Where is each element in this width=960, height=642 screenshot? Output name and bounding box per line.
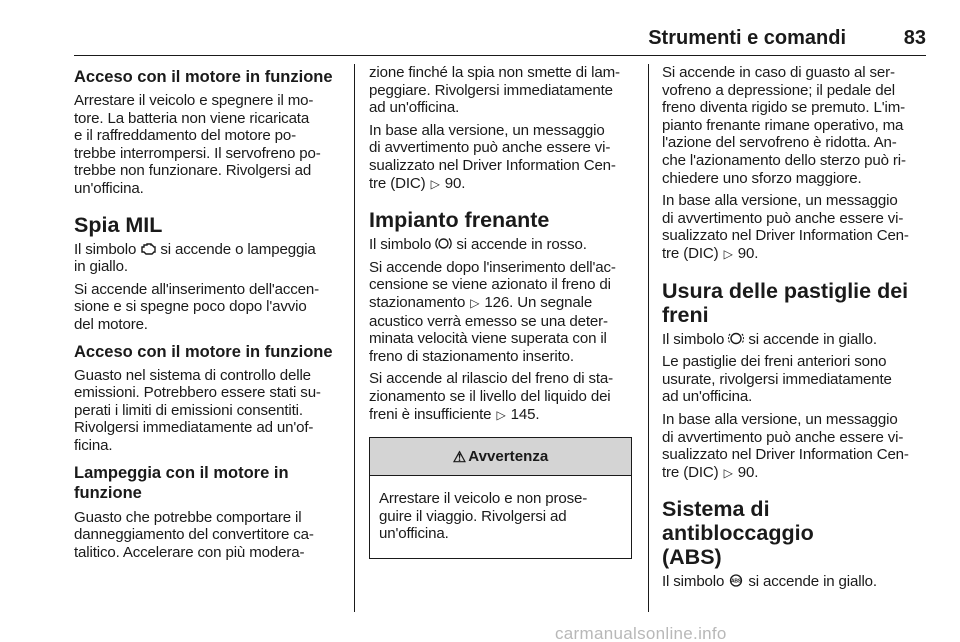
paragraph: Guasto che potrebbe comportare il danneggiamento del convertitore ca- talitico. Accelerare con più modera-	[74, 508, 314, 561]
paragraph: zione finché la spia non smette di lam- peggiare. Rivolgersi immediatamente ad un'officina.	[369, 64, 620, 117]
subheading: Acceso con il motore in funzione	[74, 342, 333, 361]
paragraph: Guasto nel sistema di controllo delle emissioni. Potrebbero essere stati su- perati i limiti di emissioni consentiti. Rivolgersi immediatamente ad un'of- ficina.	[74, 366, 321, 454]
paragraph: In base alla versione, un messaggio di avvertimento può anche essere vi- sualizzato nel Driver Information Cen- tre (DIC) ▷ 90.	[662, 410, 909, 481]
page-number: 83	[903, 27, 926, 49]
paragraph: Si accende dopo l'inserimento dell'ac- censione se viene azionato il freno di stazionamento ▷ 126. Un segnale acustico verrà emesso se una deter- minata velocità viene superata con il freno di stazionamento inserito.	[369, 258, 616, 365]
section-heading: Sistema di antibloccaggio (ABS)	[662, 497, 814, 570]
page-ref-icon: ▷	[723, 246, 733, 261]
abs-icon	[728, 573, 744, 588]
paragraph: Il simbolo ABS si accende in giallo.	[662, 573, 877, 591]
warning-header	[370, 438, 631, 476]
warning-title: Avvertenza	[468, 448, 549, 466]
paragraph: Il simbolo si accende o lampeggia in giallo.	[74, 240, 316, 276]
engine-mil-icon	[140, 241, 156, 256]
page-ref-icon: ▷	[496, 407, 506, 422]
page-ref-icon: ▷	[723, 465, 733, 480]
subheading: Lampeggia con il motore in funzione	[74, 463, 289, 502]
watermark: carmanualsonline.info	[555, 624, 727, 642]
paragraph: Le pastiglie dei freni anteriori sono usurate, rivolgersi immediatamente ad un'officina.	[662, 353, 892, 406]
page-header	[74, 26, 926, 56]
paragraph: In base alla versione, un messaggio di avvertimento può anche essere vi- sualizzato nel Driver Information Cen- tre (DIC) ▷ 90.	[662, 192, 909, 262]
column-2	[369, 64, 651, 559]
paragraph: Si accende all'inserimento dell'accen- sione e si spegne poco dopo l'avvio del motore.	[74, 280, 320, 333]
column-3	[662, 64, 927, 596]
section-heading: Spia MIL	[74, 212, 163, 237]
paragraph: Arrestare il veicolo e spegnere il mo- tore. La batteria non viene ricaricata e il raffreddamento del motore po- trebbe interrompersi. Il servofreno po- trebbe non funzionare. Rivolgersi ad un'officina.	[74, 92, 321, 197]
paragraph: Il simbolo si accende in rosso.	[369, 236, 587, 254]
svg-text:ABS: ABS	[731, 578, 742, 585]
section-heading: Impianto frenante	[369, 208, 550, 233]
paragraph: Si accende in caso di guasto al ser- vofreno a depressione; il pedale del freno diventa rigido se premuto. L'im- pianto frenante rimane operativo, ma l'azione del servofreno è ridotta. An- che l'azionamento dello sterzo può ri- chiedere uno sforzo maggiore.	[662, 64, 906, 187]
brake-pad-wear-icon	[728, 331, 744, 346]
subheading: Acceso con il motore in funzione	[74, 68, 333, 86]
header-title: Strumenti e comandi	[648, 27, 846, 49]
page-ref-icon: ▷	[470, 295, 480, 310]
paragraph: Si accende al rilascio del freno di sta- zionamento se il livello del liquido dei freni è insufficiente ▷ 145.	[369, 370, 614, 423]
warning-box	[369, 437, 632, 559]
page-ref-icon: ▷	[430, 176, 440, 191]
warning-body: Arrestare il veicolo e non prose- guire il viaggio. Rivolgersi ad un'officina.	[379, 490, 588, 543]
section-heading: Usura delle pastiglie dei freni	[662, 278, 909, 327]
paragraph: Il simbolo si accende in giallo.	[662, 330, 877, 348]
brake-warning-icon	[435, 236, 452, 251]
paragraph: In base alla versione, un messaggio di avvertimento può anche essere vi- sualizzato nel Driver Information Cen- tre (DIC) ▷ 90.	[369, 121, 616, 192]
warning-triangle-icon: ⚠	[452, 448, 467, 466]
column-1	[74, 64, 356, 566]
